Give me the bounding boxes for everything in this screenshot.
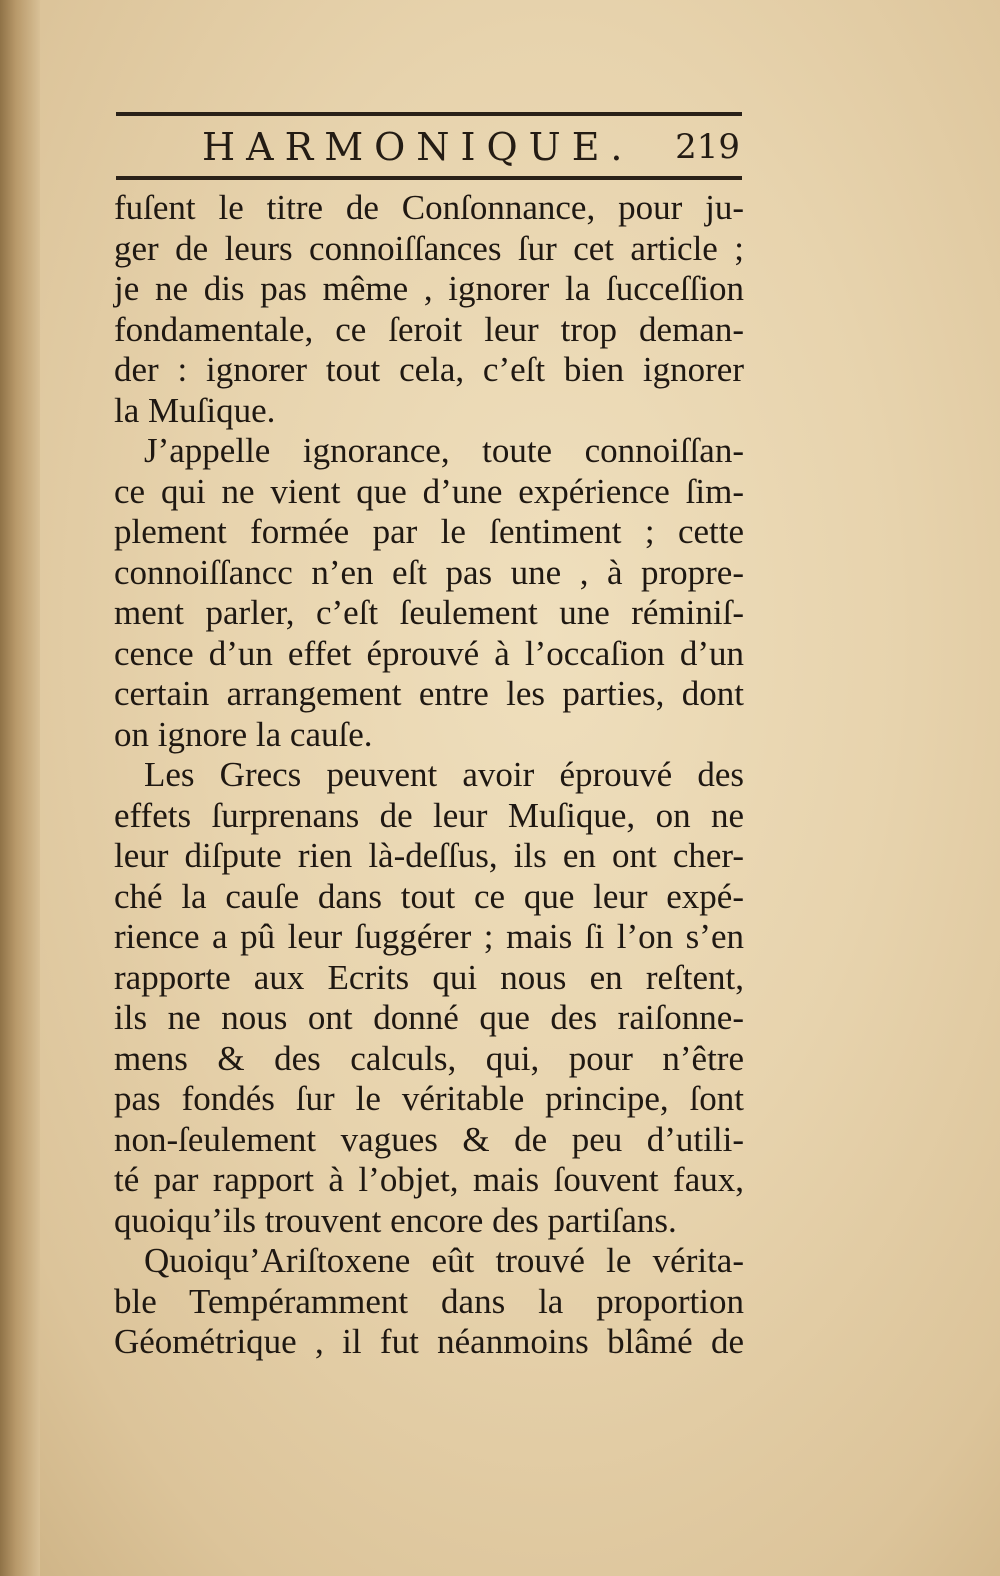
- text-line: rience a pû leur ſuggérer ; mais ſi l’on s’en: [114, 917, 744, 956]
- body-text: [114, 188, 744, 1363]
- text-line: je ne dis pas même , ignorer la ſucceſſion: [114, 269, 744, 308]
- text-line: certain arrangement entre les parties, dont: [114, 674, 744, 713]
- text-line: ils ne nous ont donné que des raiſonne-: [114, 998, 744, 1037]
- text-line: té par rapport à l’objet, mais ſouvent faux,: [114, 1160, 744, 1199]
- text-line: leur diſpute rien là-deſſus, ils en ont cher-: [114, 836, 744, 875]
- text-line: fondamentale, ce ſeroit leur trop deman-: [114, 309, 744, 349]
- text-line: ble Tempéramment dans la proportion: [114, 1281, 744, 1321]
- text-line: pas fondés ſur le véritable principe, ſont: [114, 1079, 744, 1118]
- text-line: ment parler, c’eſt ſeulement une réminiſ-: [114, 593, 744, 632]
- text-line: J’appelle ignorance, toute connoiſſan-: [144, 431, 744, 470]
- text-line: Quoiqu’Ariſtoxene eût trouvé le vérita-: [144, 1241, 744, 1280]
- running-title: HARMONIQUE.: [202, 125, 634, 169]
- text-line: non-ſeulement vagues & de peu d’utili-: [114, 1119, 744, 1159]
- text-line: effets ſurprenans de leur Muſique, on ne: [114, 795, 744, 835]
- page-number: 219: [675, 127, 740, 167]
- text-line: ce qui ne vient que d’une expérience ſim-: [114, 471, 744, 511]
- text-line: cence d’un effet éprouvé à l’occaſion d’un: [114, 633, 744, 673]
- header-rule-top: [116, 112, 742, 116]
- text-line: la Muſique.: [114, 390, 276, 430]
- text-line: Les Grecs peuvent avoir éprouvé des: [144, 755, 744, 794]
- text-line: ché la cauſe dans tout ce que leur expé-: [114, 876, 744, 916]
- text-line: plement formée par le ſentiment ; cette: [114, 512, 744, 551]
- running-head: [116, 120, 742, 174]
- text-line: fuſent le titre de Conſonnance, pour ju-: [114, 188, 744, 227]
- header-rule-bottom: [116, 176, 742, 180]
- text-line: quoiqu’ils trouvent encore des partiſans.: [114, 1200, 677, 1240]
- text-line: on ignore la cauſe.: [114, 714, 373, 754]
- page-gutter-shadow: [0, 0, 40, 1576]
- text-line: ger de leurs connoiſſances ſur cet article ;: [114, 228, 744, 268]
- text-line: Géométrique , il fut néanmoins blâmé de: [114, 1322, 744, 1361]
- text-line: rapporte aux Ecrits qui nous en reſtent,: [114, 957, 744, 997]
- text-line: connoiſſancc n’en eſt pas une , à propre-: [114, 552, 744, 592]
- text-line: der : ignorer tout cela, c’eſt bien ignorer: [114, 350, 744, 389]
- text-line: mens & des calculs, qui, pour n’être: [114, 1038, 744, 1078]
